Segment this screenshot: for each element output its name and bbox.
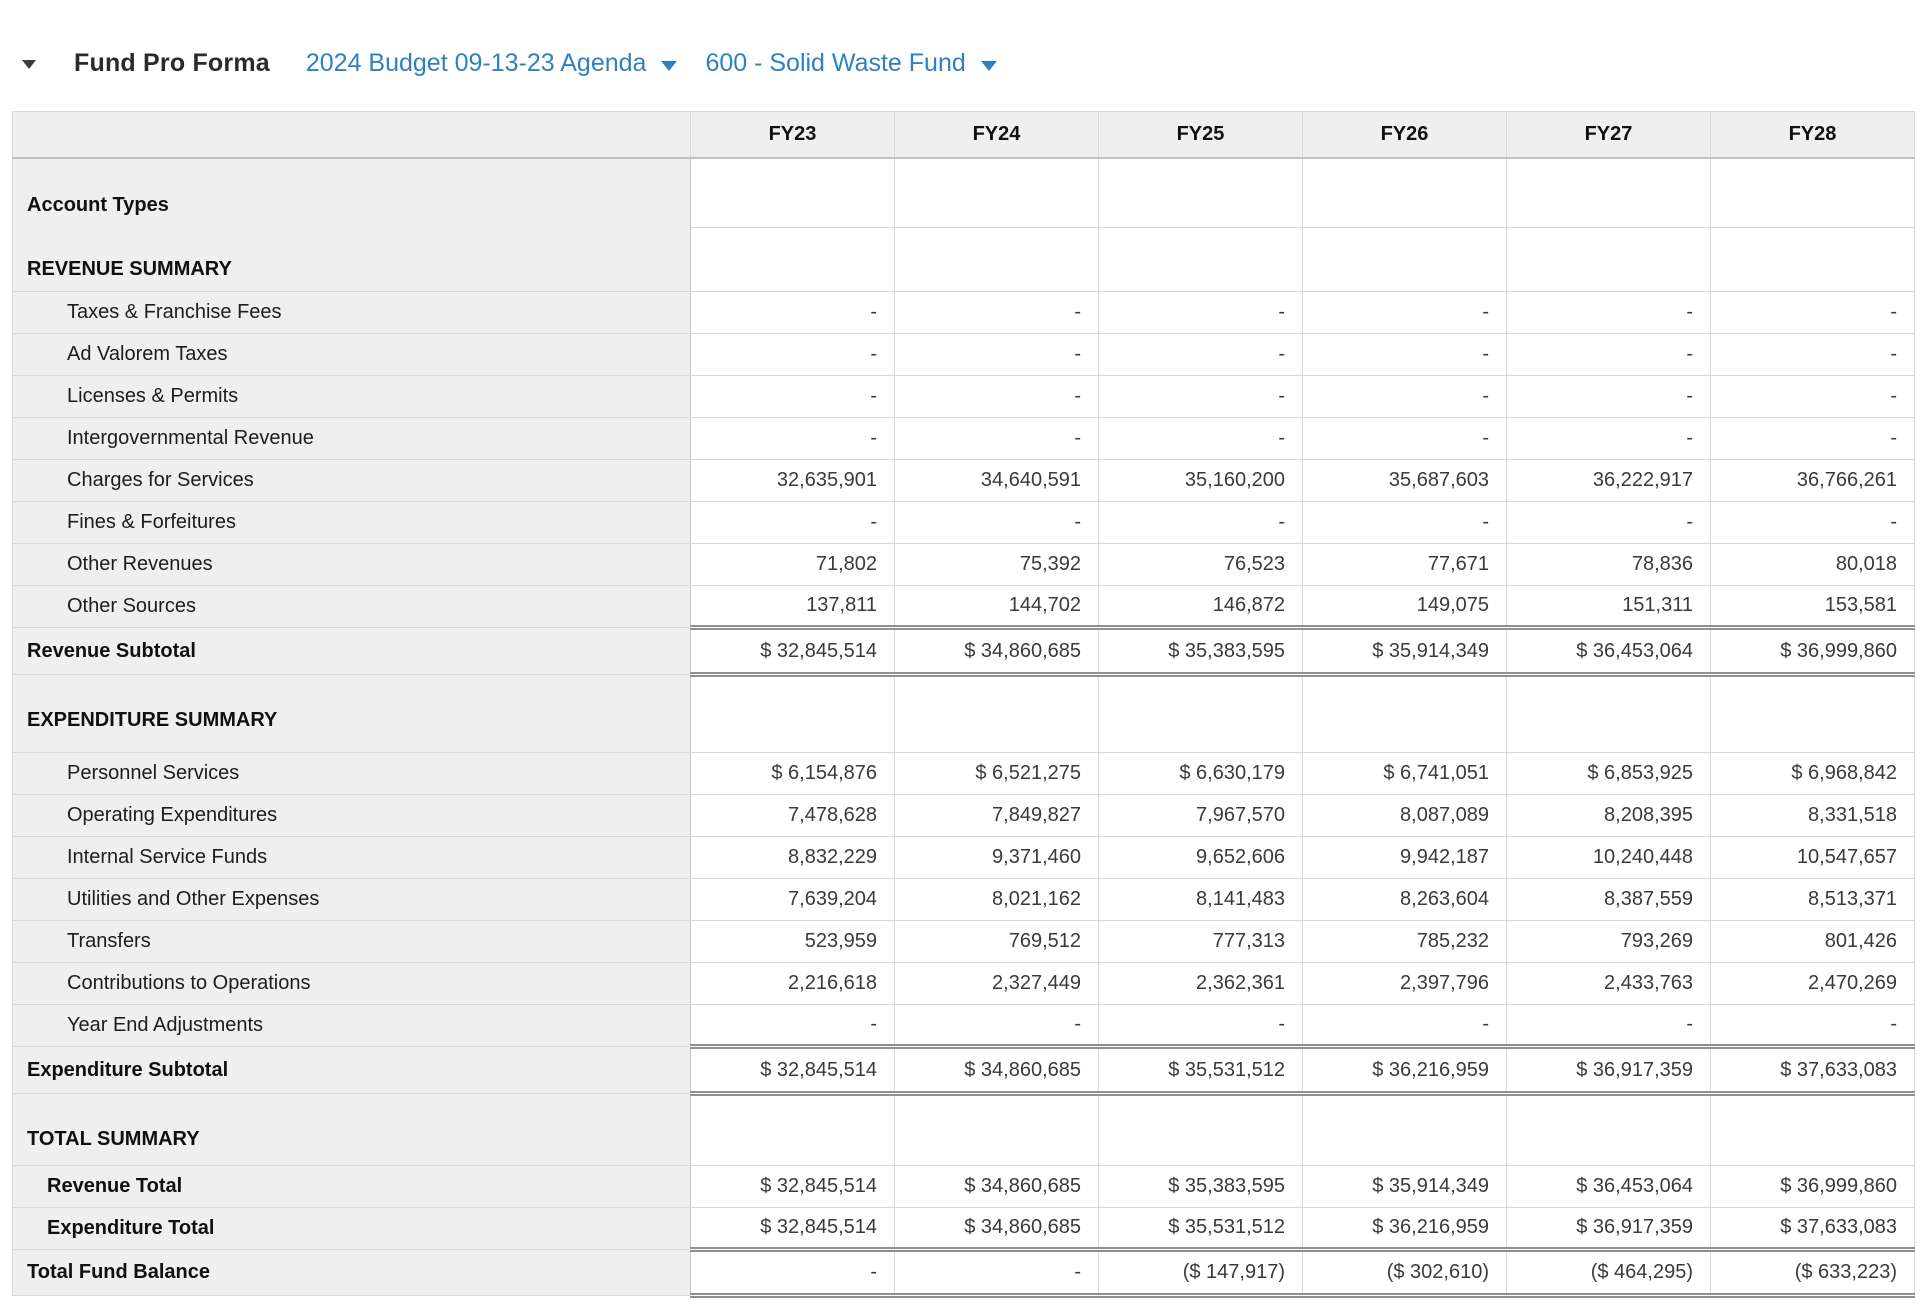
cell-value: 36,222,917	[1507, 460, 1711, 502]
cell-value: 2,433,763	[1507, 963, 1711, 1005]
cell-value: $ 35,383,595	[1099, 628, 1303, 675]
cell-value: -	[691, 502, 895, 544]
cell-value: 8,331,518	[1711, 795, 1915, 837]
cell-value: 2,397,796	[1303, 963, 1507, 1005]
table-row	[13, 879, 1915, 921]
cell-value: $ 34,860,685	[895, 628, 1099, 675]
table-row	[13, 753, 1915, 795]
cell-value: 35,160,200	[1099, 460, 1303, 502]
cell-value: 8,141,483	[1099, 879, 1303, 921]
cell-value: -	[1099, 1005, 1303, 1047]
empty-cell	[895, 228, 1099, 292]
row-label: Taxes & Franchise Fees	[13, 292, 691, 334]
table-row	[13, 544, 1915, 586]
table-row	[13, 963, 1915, 1005]
cell-value: $ 36,917,359	[1507, 1208, 1711, 1250]
empty-cell	[1711, 228, 1915, 292]
table-row	[13, 795, 1915, 837]
cell-value: $ 35,914,349	[1303, 1166, 1507, 1208]
empty-cell	[1303, 228, 1507, 292]
column-header-fy25: FY25	[1099, 112, 1303, 158]
fund-dropdown-label[interactable]: 600 - Solid Waste Fund	[705, 48, 966, 77]
cell-value: 2,470,269	[1711, 963, 1915, 1005]
cell-value: -	[1711, 376, 1915, 418]
empty-cell	[895, 158, 1099, 228]
revenue-summary-label: REVENUE SUMMARY	[27, 257, 232, 280]
cell-value: -	[1099, 334, 1303, 376]
cell-value: 32,635,901	[691, 460, 895, 502]
row-label: Internal Service Funds	[13, 837, 691, 879]
cell-value: -	[1099, 376, 1303, 418]
cell-value: 9,942,187	[1303, 837, 1507, 879]
cell-value: 77,671	[1303, 544, 1507, 586]
cell-value: -	[1711, 418, 1915, 460]
cell-value: $ 6,968,842	[1711, 753, 1915, 795]
empty-cell	[1507, 228, 1711, 292]
cell-value: -	[691, 376, 895, 418]
header-corner-cell	[13, 112, 691, 158]
cell-value: $ 35,914,349	[1303, 628, 1507, 675]
table-row	[13, 376, 1915, 418]
cell-value: ($ 633,223)	[1711, 1250, 1915, 1296]
cell-value: -	[895, 1005, 1099, 1047]
cell-value: -	[895, 418, 1099, 460]
cell-value: 80,018	[1711, 544, 1915, 586]
row-label: Other Sources	[13, 586, 691, 628]
row-label: Revenue Total	[13, 1166, 691, 1208]
cell-value: 793,269	[1507, 921, 1711, 963]
cell-value: $ 6,741,051	[1303, 753, 1507, 795]
empty-cell	[691, 1094, 895, 1166]
cell-value: $ 32,845,514	[691, 1166, 895, 1208]
cell-value: $ 36,453,064	[1507, 628, 1711, 675]
table-row	[13, 292, 1915, 334]
cell-value: $ 36,999,860	[1711, 628, 1915, 675]
table-row	[13, 334, 1915, 376]
cell-value: $ 32,845,514	[691, 1208, 895, 1250]
cell-value: -	[1303, 376, 1507, 418]
cell-value: $ 36,216,959	[1303, 1047, 1507, 1094]
table-row	[13, 502, 1915, 544]
cell-value: -	[1303, 292, 1507, 334]
table-row	[13, 158, 1915, 228]
empty-cell	[1303, 1094, 1507, 1166]
cell-value: 8,387,559	[1507, 879, 1711, 921]
empty-cell	[1099, 675, 1303, 753]
cell-value: 9,652,606	[1099, 837, 1303, 879]
empty-cell	[1711, 675, 1915, 753]
empty-cell	[1507, 158, 1711, 228]
cell-value: $ 36,999,860	[1711, 1166, 1915, 1208]
column-header-fy28: FY28	[1711, 112, 1915, 158]
cell-value: $ 32,845,514	[691, 1047, 895, 1094]
cell-value: -	[1711, 1005, 1915, 1047]
cell-value: 10,547,657	[1711, 837, 1915, 879]
cell-value: -	[1303, 418, 1507, 460]
fund-pro-forma-table	[12, 111, 1915, 1298]
account-types-label: Account Types	[27, 193, 169, 216]
cell-value: 2,362,361	[1099, 963, 1303, 1005]
cell-value: 151,311	[1507, 586, 1711, 628]
cell-value: -	[1099, 502, 1303, 544]
column-header-fy26: FY26	[1303, 112, 1507, 158]
cell-value: 144,702	[895, 586, 1099, 628]
chevron-down-icon	[981, 61, 997, 71]
cell-value: ($ 302,610)	[1303, 1250, 1507, 1296]
cell-value: $ 35,531,512	[1099, 1047, 1303, 1094]
row-label: Transfers	[13, 921, 691, 963]
column-header-fy27: FY27	[1507, 112, 1711, 158]
cell-value: 7,639,204	[691, 879, 895, 921]
cell-value: 71,802	[691, 544, 895, 586]
revenue-section-label-cell	[13, 158, 691, 292]
cell-value: 2,327,449	[895, 963, 1099, 1005]
expenditure-summary-label: EXPENDITURE SUMMARY	[13, 675, 691, 753]
cell-value: $ 35,531,512	[1099, 1208, 1303, 1250]
table-row	[13, 586, 1915, 628]
table-row	[13, 675, 1915, 753]
cell-value: 523,959	[691, 921, 895, 963]
row-label: Year End Adjustments	[13, 1005, 691, 1047]
cell-value: -	[1507, 334, 1711, 376]
cell-value: $ 6,154,876	[691, 753, 895, 795]
empty-cell	[691, 158, 895, 228]
cell-value: -	[895, 376, 1099, 418]
cell-value: 8,087,089	[1303, 795, 1507, 837]
cell-value: -	[895, 502, 1099, 544]
row-label: Expenditure Total	[13, 1208, 691, 1250]
table-row	[13, 460, 1915, 502]
empty-cell	[1711, 1094, 1915, 1166]
cell-value: -	[691, 1005, 895, 1047]
row-label: Total Fund Balance	[13, 1250, 691, 1296]
expenditure-subtotal-row	[13, 1047, 1915, 1094]
empty-cell	[895, 1094, 1099, 1166]
budget-dropdown-label[interactable]: 2024 Budget 09-13-23 Agenda	[305, 48, 647, 77]
cell-value: -	[1711, 292, 1915, 334]
cell-value: 76,523	[1099, 544, 1303, 586]
cell-value: 8,832,229	[691, 837, 895, 879]
cell-value: 2,216,618	[691, 963, 895, 1005]
empty-cell	[1507, 675, 1711, 753]
table-row	[13, 921, 1915, 963]
title-bar	[22, 46, 1920, 80]
empty-cell	[1711, 158, 1915, 228]
cell-value: -	[1303, 502, 1507, 544]
empty-cell	[1303, 158, 1507, 228]
cell-value: -	[1507, 376, 1711, 418]
column-header-fy24: FY24	[895, 112, 1099, 158]
cell-value: 137,811	[691, 586, 895, 628]
cell-value: $ 36,216,959	[1303, 1208, 1507, 1250]
row-label: Fines & Forfeitures	[13, 502, 691, 544]
cell-value: -	[1507, 1005, 1711, 1047]
row-label: Contributions to Operations	[13, 963, 691, 1005]
row-label: Utilities and Other Expenses	[13, 879, 691, 921]
empty-cell	[1099, 228, 1303, 292]
cell-value: ($ 147,917)	[1099, 1250, 1303, 1296]
row-label: Licenses & Permits	[13, 376, 691, 418]
cell-value: 149,075	[1303, 586, 1507, 628]
fund-dropdown[interactable]	[705, 49, 996, 78]
cell-value: -	[691, 1250, 895, 1296]
empty-cell	[1099, 1094, 1303, 1166]
row-label: Other Revenues	[13, 544, 691, 586]
cell-value: -	[1099, 418, 1303, 460]
empty-cell	[1507, 1094, 1711, 1166]
cell-value: $ 37,633,083	[1711, 1047, 1915, 1094]
cell-value: 785,232	[1303, 921, 1507, 963]
table-row	[13, 837, 1915, 879]
empty-cell	[691, 228, 895, 292]
cell-value: -	[1507, 292, 1711, 334]
chevron-down-icon	[661, 61, 677, 71]
cell-value: 34,640,591	[895, 460, 1099, 502]
cell-value: -	[691, 334, 895, 376]
cell-value: 10,240,448	[1507, 837, 1711, 879]
cell-value: 153,581	[1711, 586, 1915, 628]
cell-value: $ 6,853,925	[1507, 753, 1711, 795]
cell-value: 9,371,460	[895, 837, 1099, 879]
cell-value: -	[895, 1250, 1099, 1296]
empty-cell	[691, 675, 895, 753]
cell-value: -	[1507, 418, 1711, 460]
revenue-total-row	[13, 1166, 1915, 1208]
table-row	[13, 1094, 1915, 1166]
cell-value: 7,849,827	[895, 795, 1099, 837]
row-label: Operating Expenditures	[13, 795, 691, 837]
column-header-fy23: FY23	[691, 112, 895, 158]
row-label: Ad Valorem Taxes	[13, 334, 691, 376]
cell-value: $ 35,383,595	[1099, 1166, 1303, 1208]
cell-value: 146,872	[1099, 586, 1303, 628]
page-title: Fund Pro Forma	[74, 48, 270, 77]
cell-value: -	[1711, 334, 1915, 376]
cell-value: 8,513,371	[1711, 879, 1915, 921]
table-row	[13, 1005, 1915, 1047]
cell-value: $ 34,860,685	[895, 1208, 1099, 1250]
cell-value: 7,967,570	[1099, 795, 1303, 837]
expenditure-total-row	[13, 1208, 1915, 1250]
row-label: Expenditure Subtotal	[13, 1047, 691, 1094]
cell-value: $ 36,453,064	[1507, 1166, 1711, 1208]
cell-value: 36,766,261	[1711, 460, 1915, 502]
total-fund-balance-row	[13, 1250, 1915, 1296]
cell-value: 7,478,628	[691, 795, 895, 837]
cell-value: -	[1099, 292, 1303, 334]
row-label: Charges for Services	[13, 460, 691, 502]
row-label: Intergovernmental Revenue	[13, 418, 691, 460]
cell-value: -	[691, 418, 895, 460]
cell-value: 78,836	[1507, 544, 1711, 586]
budget-dropdown[interactable]	[306, 49, 678, 78]
table-header-row	[13, 112, 1915, 158]
cell-value: ($ 464,295)	[1507, 1250, 1711, 1296]
cell-value: -	[895, 292, 1099, 334]
total-summary-label: TOTAL SUMMARY	[13, 1094, 691, 1166]
row-label: Personnel Services	[13, 753, 691, 795]
cell-value: -	[1507, 502, 1711, 544]
cell-value: $ 36,917,359	[1507, 1047, 1711, 1094]
collapse-caret-icon[interactable]	[22, 60, 36, 69]
cell-value: -	[1303, 334, 1507, 376]
cell-value: 801,426	[1711, 921, 1915, 963]
revenue-subtotal-row	[13, 628, 1915, 675]
cell-value: $ 34,860,685	[895, 1166, 1099, 1208]
empty-cell	[1303, 675, 1507, 753]
row-label: Revenue Subtotal	[13, 628, 691, 675]
cell-value: $ 32,845,514	[691, 628, 895, 675]
empty-cell	[1099, 158, 1303, 228]
cell-value: 8,263,604	[1303, 879, 1507, 921]
cell-value: -	[895, 334, 1099, 376]
cell-value: 35,687,603	[1303, 460, 1507, 502]
table-row	[13, 418, 1915, 460]
cell-value: 777,313	[1099, 921, 1303, 963]
empty-cell	[895, 675, 1099, 753]
cell-value: $ 6,630,179	[1099, 753, 1303, 795]
cell-value: 75,392	[895, 544, 1099, 586]
cell-value: 8,021,162	[895, 879, 1099, 921]
cell-value: $ 37,633,083	[1711, 1208, 1915, 1250]
cell-value: $ 6,521,275	[895, 753, 1099, 795]
cell-value: 8,208,395	[1507, 795, 1711, 837]
cell-value: -	[691, 292, 895, 334]
cell-value: -	[1711, 502, 1915, 544]
cell-value: $ 34,860,685	[895, 1047, 1099, 1094]
cell-value: -	[1303, 1005, 1507, 1047]
cell-value: 769,512	[895, 921, 1099, 963]
